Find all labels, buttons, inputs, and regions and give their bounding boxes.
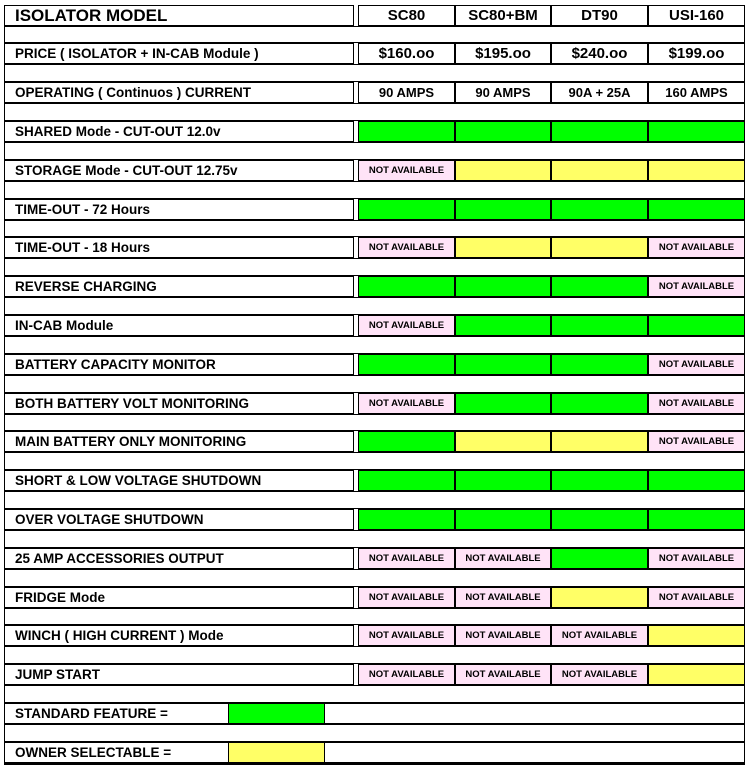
feature-label: WINCH ( HIGH CURRENT ) Mode bbox=[4, 625, 354, 646]
not-available-cell: NOT AVAILABLE bbox=[455, 625, 551, 646]
row-spacer bbox=[4, 26, 745, 43]
not-available-cell: NOT AVAILABLE bbox=[358, 625, 455, 646]
owner-selectable-cell bbox=[648, 664, 745, 685]
feature-label: TIME-OUT - 18 Hours bbox=[4, 237, 354, 258]
legend-label: OWNER SELECTABLE = bbox=[4, 742, 745, 763]
current-value: 160 AMPS bbox=[648, 82, 745, 103]
not-available-cell: NOT AVAILABLE bbox=[551, 664, 648, 685]
not-available-cell: NOT AVAILABLE bbox=[455, 587, 551, 608]
price-value: $240.oo bbox=[551, 43, 648, 64]
standard-feature-cell bbox=[648, 509, 745, 530]
current-value: 90 AMPS bbox=[455, 82, 551, 103]
row-spacer bbox=[4, 142, 745, 160]
model-header: SC80 bbox=[358, 5, 455, 26]
feature-label: MAIN BATTERY ONLY MONITORING bbox=[4, 431, 354, 452]
not-available-cell: NOT AVAILABLE bbox=[648, 587, 745, 608]
row-spacer bbox=[4, 452, 745, 470]
current-value: 90A + 25A bbox=[551, 82, 648, 103]
standard-feature-cell bbox=[455, 276, 551, 297]
feature-label: 25 AMP ACCESSORIES OUTPUT bbox=[4, 548, 354, 569]
feature-label: BOTH BATTERY VOLT MONITORING bbox=[4, 393, 354, 414]
standard-feature-cell bbox=[455, 509, 551, 530]
standard-feature-cell bbox=[455, 199, 551, 220]
owner-selectable-cell bbox=[551, 587, 648, 608]
standard-feature-cell bbox=[551, 121, 648, 142]
owner-selectable-cell bbox=[648, 625, 745, 646]
legend-label: STANDARD FEATURE = bbox=[4, 703, 745, 724]
standard-feature-cell bbox=[648, 199, 745, 220]
feature-label: SHORT & LOW VOLTAGE SHUTDOWN bbox=[4, 470, 354, 491]
row-spacer bbox=[4, 763, 745, 765]
standard-feature-cell bbox=[358, 354, 455, 375]
standard-feature-cell bbox=[551, 276, 648, 297]
legend-swatch-owner bbox=[228, 742, 325, 763]
standard-feature-cell bbox=[455, 121, 551, 142]
not-available-cell: NOT AVAILABLE bbox=[358, 587, 455, 608]
owner-selectable-cell bbox=[648, 160, 745, 181]
price-value: $199.oo bbox=[648, 43, 745, 64]
not-available-cell: NOT AVAILABLE bbox=[648, 354, 745, 375]
standard-feature-cell bbox=[455, 470, 551, 491]
not-available-cell: NOT AVAILABLE bbox=[358, 664, 455, 685]
not-available-cell: NOT AVAILABLE bbox=[455, 548, 551, 569]
standard-feature-cell bbox=[551, 354, 648, 375]
standard-feature-cell bbox=[358, 199, 455, 220]
feature-label: OVER VOLTAGE SHUTDOWN bbox=[4, 509, 354, 530]
standard-feature-cell bbox=[358, 509, 455, 530]
standard-feature-cell bbox=[455, 354, 551, 375]
owner-selectable-cell bbox=[551, 160, 648, 181]
standard-feature-cell bbox=[455, 393, 551, 414]
standard-feature-cell bbox=[551, 548, 648, 569]
standard-feature-cell bbox=[455, 315, 551, 336]
not-available-cell: NOT AVAILABLE bbox=[648, 548, 745, 569]
row-spacer bbox=[4, 220, 745, 237]
row-spacer bbox=[4, 685, 745, 703]
not-available-cell: NOT AVAILABLE bbox=[455, 664, 551, 685]
row-spacer bbox=[4, 414, 745, 431]
row-spacer bbox=[4, 724, 745, 742]
standard-feature-cell bbox=[358, 470, 455, 491]
not-available-cell: NOT AVAILABLE bbox=[648, 431, 745, 452]
row-spacer bbox=[4, 336, 745, 354]
standard-feature-cell bbox=[648, 315, 745, 336]
owner-selectable-cell bbox=[551, 431, 648, 452]
price-value: $160.oo bbox=[358, 43, 455, 64]
not-available-cell: NOT AVAILABLE bbox=[358, 160, 455, 181]
model-header: SC80+BM bbox=[455, 5, 551, 26]
model-header: DT90 bbox=[551, 5, 648, 26]
standard-feature-cell bbox=[648, 121, 745, 142]
not-available-cell: NOT AVAILABLE bbox=[648, 393, 745, 414]
row-spacer bbox=[4, 608, 745, 625]
row-spacer bbox=[4, 181, 745, 199]
feature-label: BATTERY CAPACITY MONITOR bbox=[4, 354, 354, 375]
standard-feature-cell bbox=[358, 276, 455, 297]
row-spacer bbox=[4, 103, 745, 121]
price-value: $195.oo bbox=[455, 43, 551, 64]
row-spacer bbox=[4, 258, 745, 276]
table-title: ISOLATOR MODEL bbox=[4, 5, 354, 26]
not-available-cell: NOT AVAILABLE bbox=[358, 315, 455, 336]
owner-selectable-cell bbox=[455, 160, 551, 181]
standard-feature-cell bbox=[648, 470, 745, 491]
row-spacer bbox=[4, 491, 745, 509]
owner-selectable-cell bbox=[551, 237, 648, 258]
current-label: OPERATING ( Continuos ) CURRENT bbox=[4, 82, 354, 103]
standard-feature-cell bbox=[551, 393, 648, 414]
not-available-cell: NOT AVAILABLE bbox=[358, 393, 455, 414]
row-spacer bbox=[4, 530, 745, 548]
feature-label: IN-CAB Module bbox=[4, 315, 354, 336]
row-spacer bbox=[4, 646, 745, 664]
standard-feature-cell bbox=[551, 509, 648, 530]
row-spacer bbox=[4, 64, 745, 82]
legend-swatch-standard bbox=[228, 703, 325, 724]
not-available-cell: NOT AVAILABLE bbox=[551, 625, 648, 646]
feature-label: TIME-OUT - 72 Hours bbox=[4, 199, 354, 220]
feature-label: STORAGE Mode - CUT-OUT 12.75v bbox=[4, 160, 354, 181]
owner-selectable-cell bbox=[455, 431, 551, 452]
feature-label: JUMP START bbox=[4, 664, 354, 685]
row-spacer bbox=[4, 569, 745, 587]
row-spacer bbox=[4, 297, 745, 315]
model-header: USI-160 bbox=[648, 5, 745, 26]
standard-feature-cell bbox=[358, 431, 455, 452]
feature-label: FRIDGE Mode bbox=[4, 587, 354, 608]
current-value: 90 AMPS bbox=[358, 82, 455, 103]
standard-feature-cell bbox=[551, 470, 648, 491]
not-available-cell: NOT AVAILABLE bbox=[648, 237, 745, 258]
standard-feature-cell bbox=[551, 315, 648, 336]
standard-feature-cell bbox=[551, 199, 648, 220]
row-spacer bbox=[4, 375, 745, 393]
not-available-cell: NOT AVAILABLE bbox=[358, 548, 455, 569]
standard-feature-cell bbox=[358, 121, 455, 142]
feature-label: SHARED Mode - CUT-OUT 12.0v bbox=[4, 121, 354, 142]
not-available-cell: NOT AVAILABLE bbox=[358, 237, 455, 258]
feature-label: REVERSE CHARGING bbox=[4, 276, 354, 297]
owner-selectable-cell bbox=[455, 237, 551, 258]
not-available-cell: NOT AVAILABLE bbox=[648, 276, 745, 297]
price-label: PRICE ( ISOLATOR + IN-CAB Module ) bbox=[4, 43, 354, 64]
